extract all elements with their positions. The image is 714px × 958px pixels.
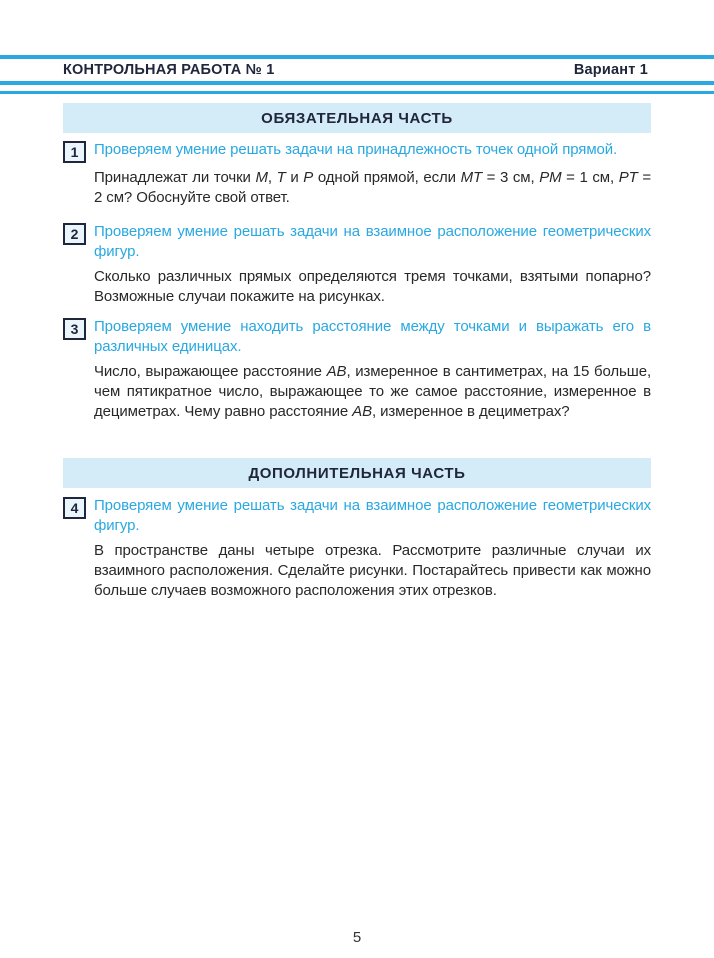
task-1-head bbox=[63, 140, 651, 163]
section-title-mandatory: ОБЯЗАТЕЛЬНАЯ ЧАСТЬ bbox=[261, 109, 453, 127]
page-content bbox=[63, 103, 651, 601]
task-4-body: В пространстве даны четыре отрезка. Рассмотрите различные случаи их взаимного расположения. Сделайте рисунки. Постарайтесь привести как можно больше случаев возможного расположения этих отрезков. bbox=[94, 542, 651, 599]
task-3 bbox=[63, 317, 651, 422]
task-1-body: Принадлежат ли точки M, T и P одной прямой, если MT = 3 см, PM = 1 см, PT = 2 см? Обоснуйте свой ответ. bbox=[94, 169, 651, 206]
task-4-number-box: 4 bbox=[63, 497, 86, 519]
task-2-body: Сколько различных прямых определяются тремя точками, взятыми попарно? Возможные случаи покажите на рисунках. bbox=[94, 268, 651, 305]
task-4-objective: Проверяем умение решать задачи на взаимное расположение геометрических фигур. bbox=[94, 497, 651, 534]
task-3-body: Число, выражающее расстояние AB, измеренное в сантиметрах, на 15 больше, чем пятикратное число, выражающее то же самое расстояние, измеренное в дециметрах. Чему равно расстояние AB, измеренное в дециметрах? bbox=[94, 363, 652, 420]
book-page bbox=[0, 55, 714, 958]
task-4 bbox=[63, 496, 651, 601]
page-number: 5 bbox=[352, 929, 362, 946]
task-2 bbox=[63, 222, 651, 307]
task-1 bbox=[63, 140, 651, 208]
section-band-additional bbox=[63, 458, 651, 488]
task-2-objective: Проверяем умение решать задачи на взаимное расположение геометрических фигур. bbox=[94, 223, 651, 260]
task-1-number-box: 1 bbox=[63, 141, 86, 163]
task-3-head bbox=[63, 317, 651, 357]
section-title-additional: ДОПОЛНИТЕЛЬНАЯ ЧАСТЬ bbox=[248, 464, 466, 482]
page-header bbox=[0, 55, 714, 85]
page-header-inner bbox=[0, 59, 714, 81]
header-title: КОНТРОЛЬНАЯ РАБОТА № 1 bbox=[63, 62, 275, 78]
header-variant: Вариант 1 bbox=[573, 62, 648, 78]
task-2-head bbox=[63, 222, 651, 262]
task-3-objective: Проверяем умение находить расстояние между точками и выражать его в различных единицах. bbox=[94, 318, 651, 355]
task-3-number-box: 3 bbox=[63, 318, 86, 340]
task-4-head bbox=[63, 496, 651, 536]
header-rule bbox=[0, 91, 714, 94]
task-2-number-box: 2 bbox=[63, 223, 86, 245]
section-band-mandatory bbox=[63, 103, 651, 133]
task-1-objective: Проверяем умение решать задачи на принадлежность точек одной прямой. bbox=[94, 141, 618, 158]
